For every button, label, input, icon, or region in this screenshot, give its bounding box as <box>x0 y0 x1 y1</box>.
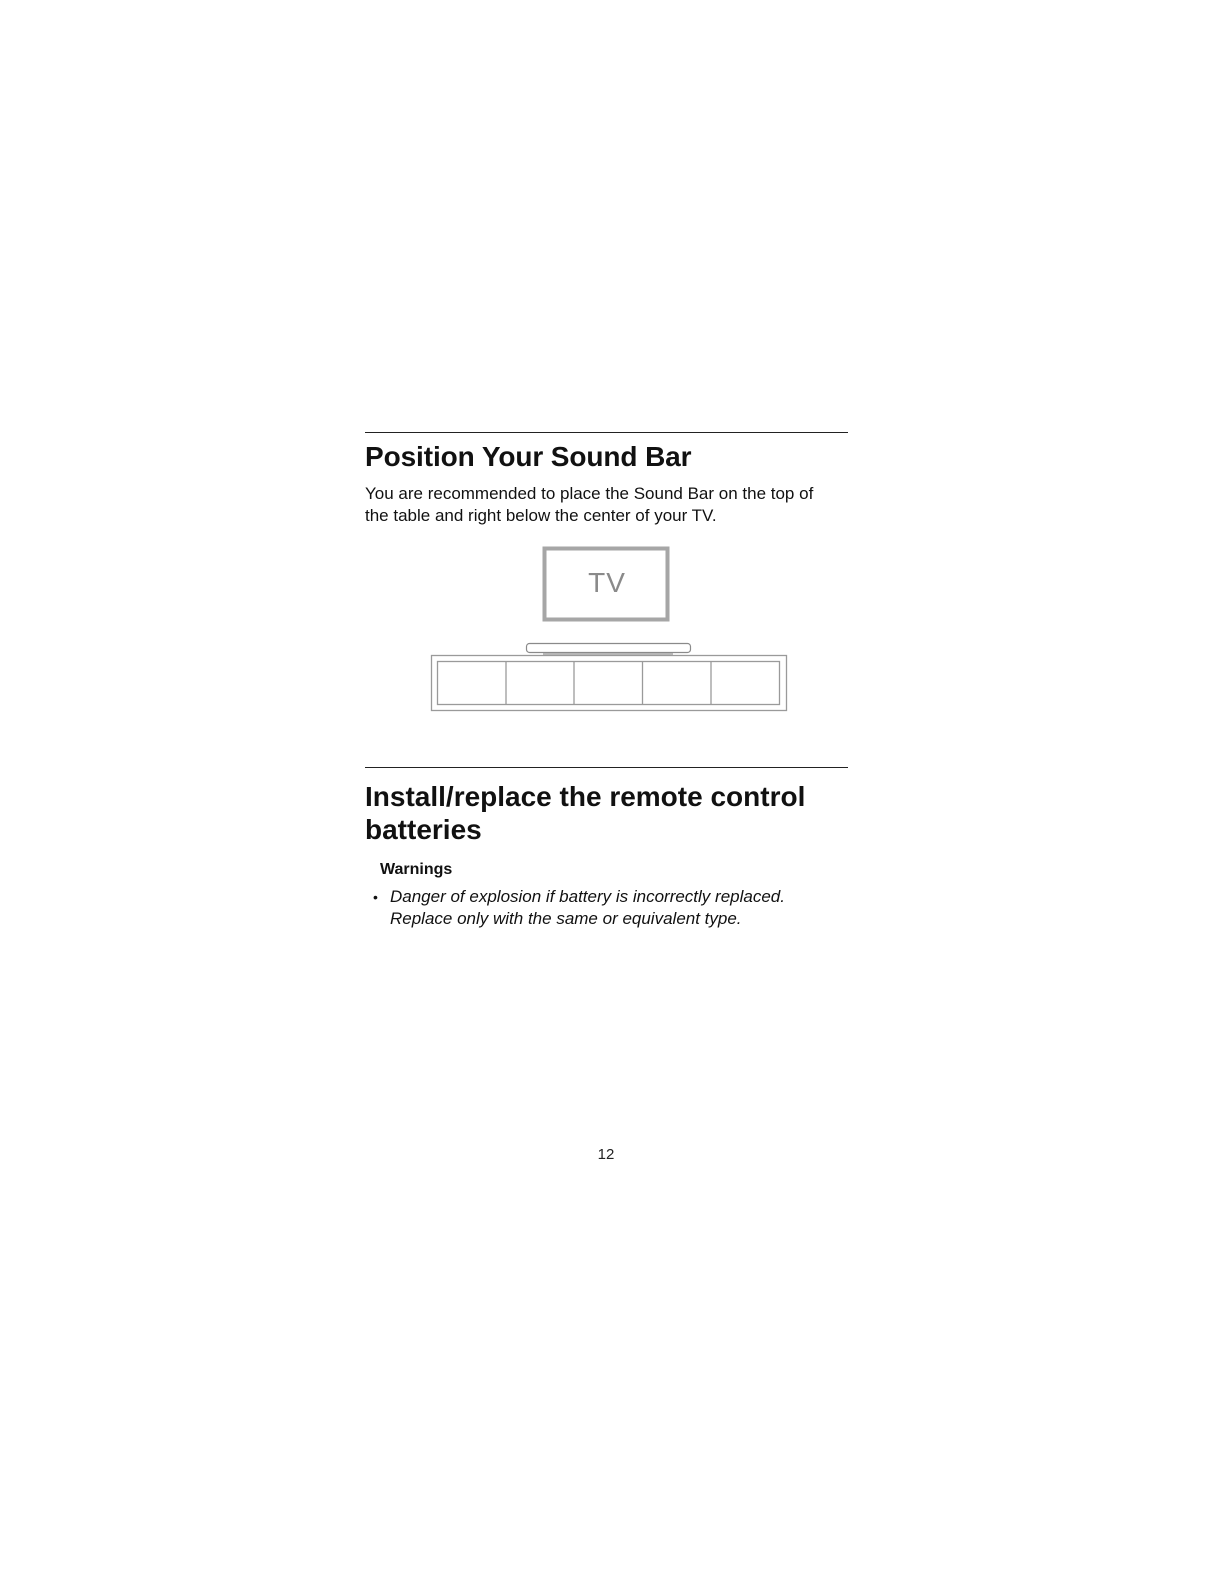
tv-label: TV <box>588 567 626 598</box>
position-instructions-line1: You are recommended to place the Sound Bar on the top of <box>365 484 814 503</box>
table-inner <box>438 662 780 705</box>
position-instructions-line2: the table and right below the center of your TV. <box>365 506 717 525</box>
section-heading-position: Position Your Sound Bar <box>365 441 692 472</box>
page-content <box>365 432 848 930</box>
section-divider <box>365 432 848 433</box>
bullet-icon: • <box>373 889 378 905</box>
page-number: 12 <box>597 1146 615 1163</box>
sound-bar <box>527 644 691 653</box>
warning-text-line2: Replace only with the same or equivalent type. <box>390 909 742 928</box>
section-heading-batteries-line2: batteries <box>365 814 482 845</box>
position-instructions <box>365 483 848 527</box>
warning-text-line1: Danger of explosion if battery is incorrectly replaced. <box>390 887 785 906</box>
section-heading-batteries <box>365 780 848 846</box>
section-heading-batteries-line1: Install/replace the remote control <box>365 781 806 812</box>
warning-list-item <box>365 886 848 930</box>
warnings-heading: Warnings <box>380 861 453 878</box>
battery-section <box>365 767 848 930</box>
placement-diagram <box>365 545 848 725</box>
section-divider <box>365 767 848 768</box>
